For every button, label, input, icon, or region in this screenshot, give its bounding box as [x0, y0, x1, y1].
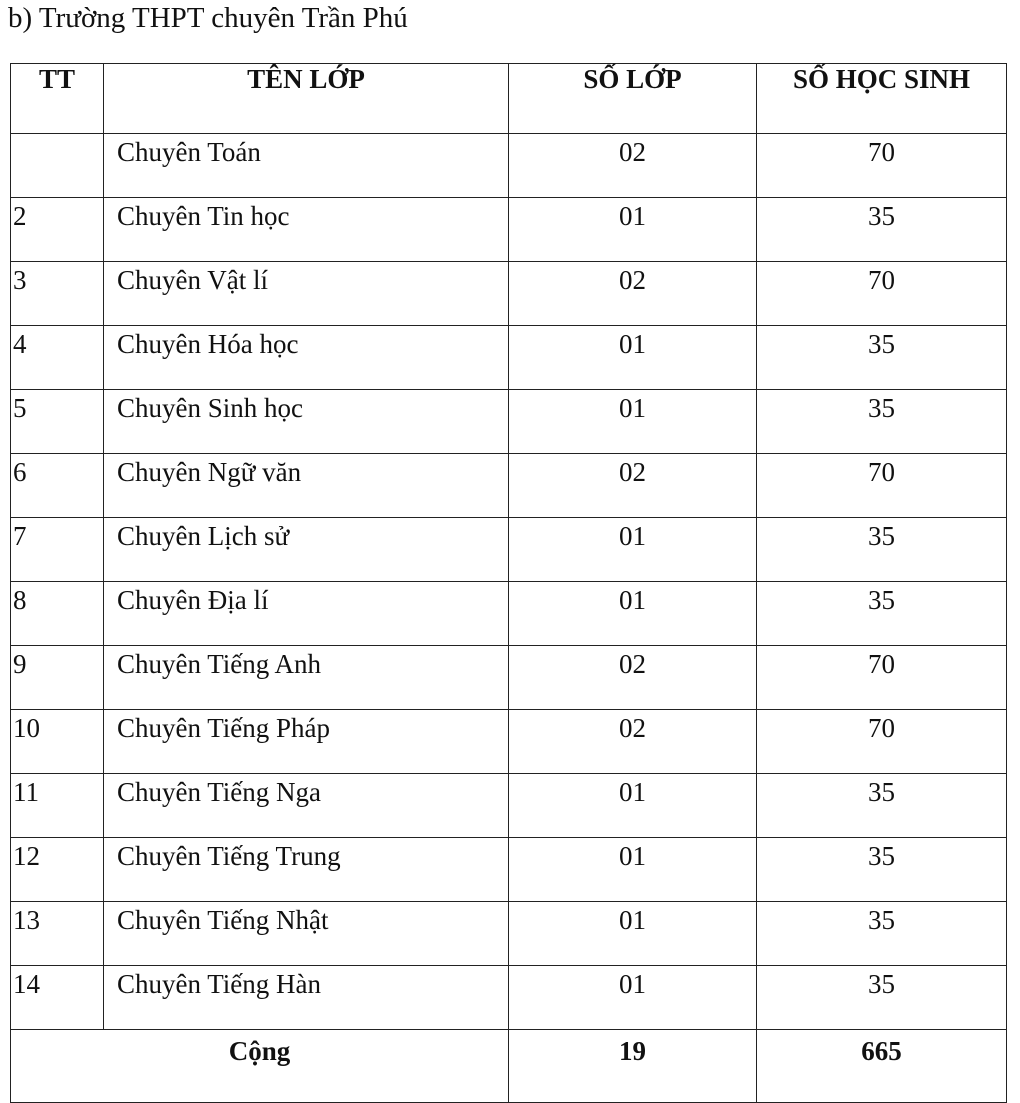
num-classes: 02 — [509, 454, 757, 518]
num-students: 70 — [757, 454, 1007, 518]
class-name: Chuyên Vật lí — [104, 262, 509, 326]
table-row — [11, 262, 1007, 326]
row-number: 8 — [11, 582, 104, 646]
row-number: 9 — [11, 646, 104, 710]
num-students: 35 — [757, 518, 1007, 582]
num-students: 35 — [757, 582, 1007, 646]
class-name: Chuyên Địa lí — [104, 582, 509, 646]
table-row — [11, 646, 1007, 710]
num-classes: 01 — [509, 838, 757, 902]
class-name: Chuyên Ngữ văn — [104, 454, 509, 518]
class-quota-table — [10, 63, 1007, 1103]
header-num-classes: SỐ LỚP — [509, 64, 757, 134]
row-number — [11, 134, 104, 198]
row-number: 4 — [11, 326, 104, 390]
num-students: 70 — [757, 646, 1007, 710]
row-number: 12 — [11, 838, 104, 902]
table-row — [11, 838, 1007, 902]
class-name: Chuyên Hóa học — [104, 326, 509, 390]
row-number: 7 — [11, 518, 104, 582]
row-number: 11 — [11, 774, 104, 838]
num-students: 35 — [757, 902, 1007, 966]
table-row — [11, 774, 1007, 838]
num-classes: 01 — [509, 774, 757, 838]
num-students: 70 — [757, 262, 1007, 326]
class-name: Chuyên Tiếng Anh — [104, 646, 509, 710]
table-row — [11, 390, 1007, 454]
class-name: Chuyên Toán — [104, 134, 509, 198]
class-name: Chuyên Tin học — [104, 198, 509, 262]
row-number: 13 — [11, 902, 104, 966]
total-num-classes: 19 — [509, 1030, 757, 1103]
table-row — [11, 198, 1007, 262]
total-row — [11, 1030, 1007, 1103]
num-classes: 01 — [509, 582, 757, 646]
num-classes: 02 — [509, 262, 757, 326]
num-classes: 02 — [509, 710, 757, 774]
class-name: Chuyên Tiếng Hàn — [104, 966, 509, 1030]
num-classes: 01 — [509, 390, 757, 454]
row-number: 6 — [11, 454, 104, 518]
num-classes: 02 — [509, 646, 757, 710]
num-classes: 01 — [509, 966, 757, 1030]
num-students: 35 — [757, 838, 1007, 902]
total-num-students: 665 — [757, 1030, 1007, 1103]
section-heading: b) Trường THPT chuyên Trần Phú — [8, 2, 408, 34]
num-classes: 01 — [509, 326, 757, 390]
row-number: 14 — [11, 966, 104, 1030]
num-students: 70 — [757, 134, 1007, 198]
header-num-students: SỐ HỌC SINH — [757, 64, 1007, 134]
row-number: 3 — [11, 262, 104, 326]
num-students: 35 — [757, 966, 1007, 1030]
row-number: 2 — [11, 198, 104, 262]
table-row — [11, 710, 1007, 774]
num-students: 35 — [757, 198, 1007, 262]
class-name: Chuyên Tiếng Pháp — [104, 710, 509, 774]
class-name: Chuyên Sinh học — [104, 390, 509, 454]
class-name: Chuyên Tiếng Nhật — [104, 902, 509, 966]
num-classes: 01 — [509, 518, 757, 582]
class-name: Chuyên Tiếng Trung — [104, 838, 509, 902]
table-row — [11, 582, 1007, 646]
table-row — [11, 518, 1007, 582]
num-students: 35 — [757, 390, 1007, 454]
header-tt: TT — [11, 64, 104, 134]
num-classes: 01 — [509, 198, 757, 262]
num-classes: 01 — [509, 902, 757, 966]
table-row — [11, 326, 1007, 390]
num-students: 35 — [757, 326, 1007, 390]
num-classes: 02 — [509, 134, 757, 198]
table-header-row — [11, 64, 1007, 134]
table-row — [11, 966, 1007, 1030]
class-name: Chuyên Tiếng Nga — [104, 774, 509, 838]
table-row — [11, 454, 1007, 518]
row-number: 5 — [11, 390, 104, 454]
row-number: 10 — [11, 710, 104, 774]
header-class-name: TÊN LỚP — [104, 64, 509, 134]
total-label: Cộng — [11, 1030, 509, 1103]
table-row — [11, 134, 1007, 198]
class-name: Chuyên Lịch sử — [104, 518, 509, 582]
num-students: 35 — [757, 774, 1007, 838]
num-students: 70 — [757, 710, 1007, 774]
table-row — [11, 902, 1007, 966]
